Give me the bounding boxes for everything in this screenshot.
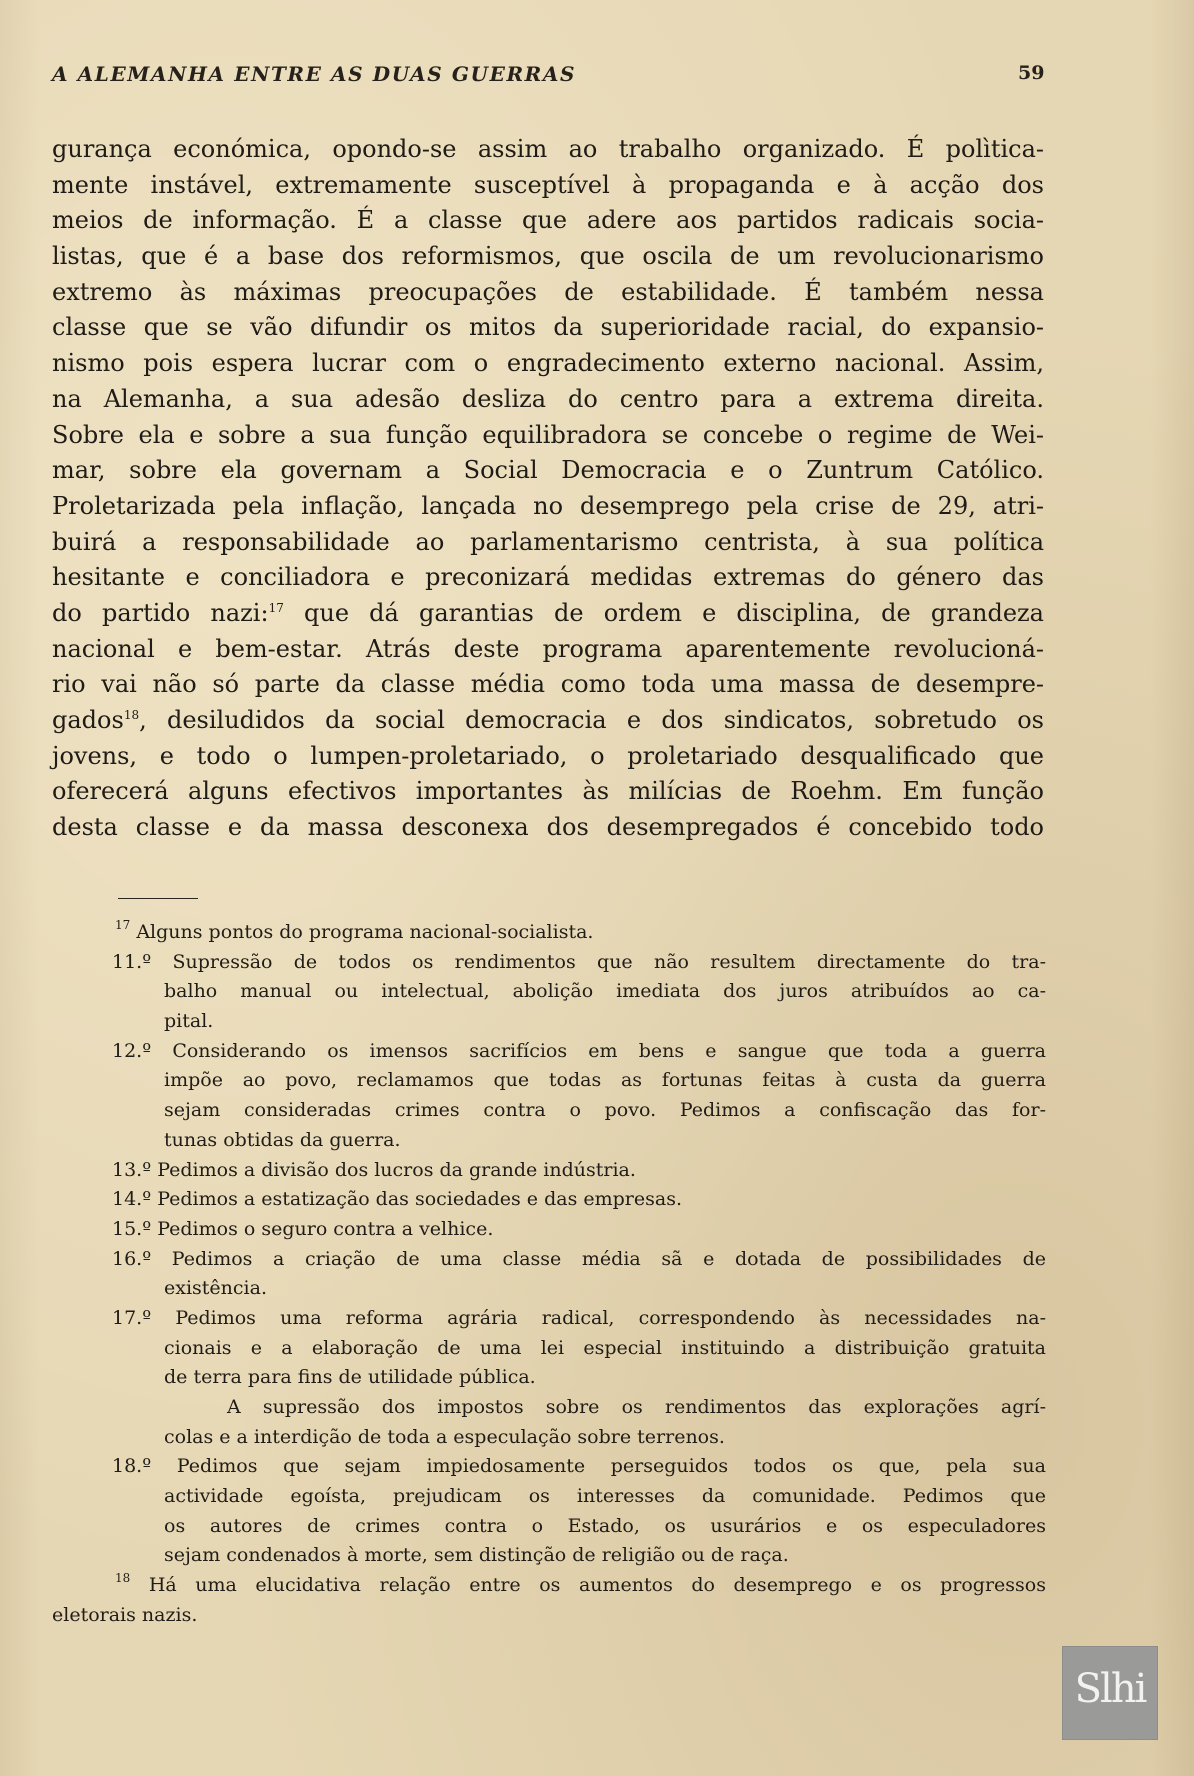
text-line: gurança económica, opondo-se assim ao trabalho organizado. É polìtica- xyxy=(52,135,1044,163)
footnote-ref-18[interactable]: 18 xyxy=(123,708,140,722)
item-number: 12.º xyxy=(112,1039,152,1062)
item-number: 16.º xyxy=(112,1247,152,1270)
page-number: 59 xyxy=(1018,62,1045,84)
text-line: nacional e bem-estar. Atrás deste programa aparentemente revolucioná- xyxy=(52,634,1044,663)
footnote-line: sejam consideradas crimes contra o povo. Pedimos a confiscação das for- xyxy=(164,1099,1046,1122)
footnote-line: actividade egoísta, prejudicam os interesses da comunidade. Pedimos que xyxy=(164,1485,1046,1508)
footnote-line: de terra para fins de utilidade pública. xyxy=(164,1366,536,1389)
text-line: Proletarizada pela inflação, lançada no desemprego pela crise de 29, atri- xyxy=(52,491,1044,520)
footnote-text: Alguns pontos do programa nacional-socialista. xyxy=(136,921,594,943)
text-line: meios de informação. É a classe que adere aos partidos radicais socia- xyxy=(52,206,1044,235)
text-line: jovens, e todo o lumpen-proletariado, o proletariado desqualificado que xyxy=(52,741,1044,770)
footnote-marker-17: 17 xyxy=(115,918,131,932)
text-line xyxy=(52,703,1044,739)
item-number: 14.º xyxy=(112,1188,152,1211)
item-number: 13.º xyxy=(112,1158,152,1181)
footnote-line: existência. xyxy=(164,1277,267,1300)
text-line: listas, que é a base dos reformismos, que oscila de um revolucionarismo xyxy=(52,242,1044,271)
library-logo xyxy=(1062,1646,1158,1740)
text-line: nismo pois espera lucrar com o engradecimento externo nacional. Assim, xyxy=(52,349,1044,378)
footnote-17-intro xyxy=(52,918,1046,948)
item-text: Pedimos a divisão dos lucros da grande indústria. xyxy=(157,1158,636,1181)
text-line: classe que se vão difundir os mitos da superioridade racial, do expansio- xyxy=(52,313,1044,342)
item-text: Supressão de todos os rendimentos que não resultem directamente do tra- xyxy=(172,950,1046,973)
item-text: Considerando os imensos sacrifícios em bens e sangue que toda a guerra xyxy=(172,1039,1046,1062)
logo-text: Slhi xyxy=(1074,1666,1146,1712)
item-number: 11.º xyxy=(112,950,152,973)
item-text: Pedimos a criação de uma classe média sã e dotada de possibilidades de xyxy=(171,1247,1046,1270)
running-title: A ALEMANHA ENTRE AS DUAS GUERRAS xyxy=(52,62,577,86)
text-line: Sobre ela e sobre a sua função equilibradora se concebe o regime de Wei- xyxy=(52,420,1044,449)
footnote-item xyxy=(52,1215,1046,1245)
footnote-line: pital. xyxy=(164,1010,214,1033)
footnote-item xyxy=(52,1245,1046,1275)
footnote-line: sejam condenados à morte, sem distinção de religião ou de raça. xyxy=(164,1544,789,1567)
footnote-item xyxy=(52,1185,1046,1215)
footnote-line: colas e a interdição de toda a especulação sobre terrenos. xyxy=(164,1425,725,1448)
footnote-text: Há uma elucidativa relação entre os aumentos do desemprego e os progressos xyxy=(148,1574,1046,1597)
footnote-line: impõe ao povo, reclamamos que todas as fortunas feitas à custa da guerra xyxy=(164,1069,1046,1092)
footnote-item xyxy=(52,1304,1046,1334)
text-line: extremo às máximas preocupações de estabilidade. É também nessa xyxy=(52,277,1044,306)
footnote-line: os autores de crimes contra o Estado, os usurários e os especuladores xyxy=(164,1514,1046,1537)
item-number: 15.º xyxy=(112,1217,152,1240)
text-line: desta classe e da massa desconexa dos desempregados é concebido todo xyxy=(52,813,1044,842)
text-line: mar, sobre ela governam a Social Democracia e o Zuntrum Católico. xyxy=(52,456,1044,485)
footnotes xyxy=(52,918,1046,1631)
footnote-item xyxy=(52,1452,1046,1482)
item-text: Pedimos a estatização das sociedades e das empresas. xyxy=(157,1188,682,1211)
footnote-item xyxy=(52,1037,1046,1067)
text-line: na Alemanha, a sua adesão desliza do centro para a extrema direita. xyxy=(52,384,1044,413)
item-text: Pedimos o seguro contra a velhice. xyxy=(157,1217,494,1240)
footnote-marker-18: 18 xyxy=(115,1571,131,1586)
text-segment: gados xyxy=(52,706,124,734)
text-segment: que dá garantias de ordem e disciplina, de grandeza xyxy=(304,598,1044,627)
text-line xyxy=(52,596,1044,632)
running-head xyxy=(52,62,1044,92)
main-text xyxy=(52,132,1044,846)
text-line: mente instável, extremamente susceptível à propaganda e à acção dos xyxy=(52,170,1044,199)
footnote-divider xyxy=(118,898,198,899)
item-text: Pedimos uma reforma agrária radical, correspondendo às necessidades na- xyxy=(175,1306,1047,1329)
footnote-line: cionais e a elaboração de uma lei especial instituindo a distribuição gratuita xyxy=(164,1336,1046,1359)
footnote-paragraph: A supressão dos impostos sobre os rendimentos das explorações agrí- xyxy=(227,1396,1046,1418)
item-number: 17.º xyxy=(112,1306,152,1329)
text-line: rio vai não só parte da classe média como toda uma massa de desempre- xyxy=(52,670,1044,699)
text-line: oferecerá alguns efectivos importantes às milícias de Roehm. Em função xyxy=(52,777,1044,806)
footnote-ref-17[interactable]: 17 xyxy=(268,600,284,615)
item-number: 18.º xyxy=(112,1455,152,1478)
footnote-line: balho manual ou intelectual, abolição imediata dos juros atribuídos ao ca- xyxy=(164,980,1046,1003)
text-segment: do partido nazi: xyxy=(52,598,269,627)
item-text: Pedimos que sejam impiedosamente perseguidos todos os que, pela sua xyxy=(176,1455,1046,1478)
text-line: hesitante e conciliadora e preconizará medidas extremas do género das xyxy=(52,563,1044,592)
footnote-item xyxy=(52,1156,1046,1186)
footnote-line: tunas obtidas da guerra. xyxy=(164,1128,401,1151)
footnote-18 xyxy=(52,1571,1046,1601)
text-segment: , desiludidos da social democracia e dos sindicatos, sobretudo os xyxy=(139,706,1044,734)
footnote-item xyxy=(52,948,1046,978)
text-line: buirá a responsabilidade ao parlamentarismo centrista, à sua política xyxy=(52,527,1044,556)
footnote-line: eletorais nazis. xyxy=(52,1603,198,1626)
